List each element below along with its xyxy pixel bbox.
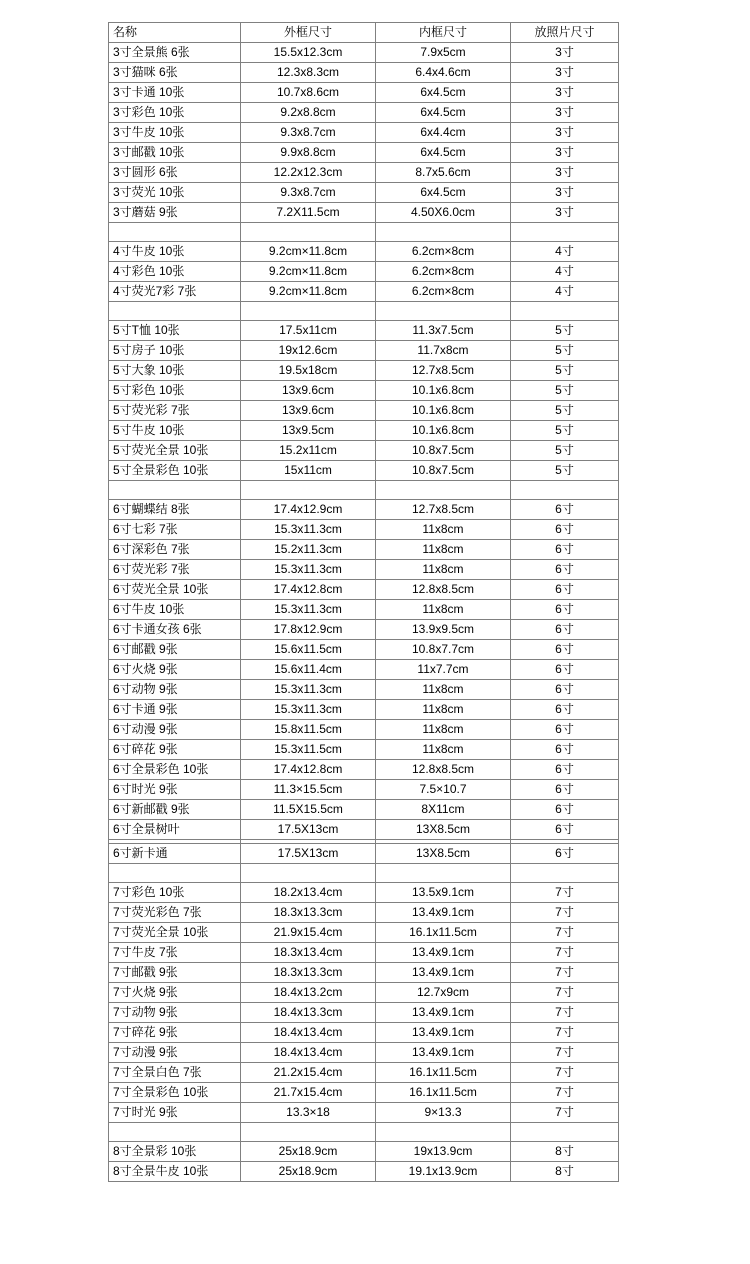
cell-product-name: 6寸七彩 7张	[109, 520, 241, 540]
cell-product-name: 6寸荧光彩 7张	[109, 560, 241, 580]
cell-photo-size: 5寸	[511, 321, 619, 341]
cell-inner-size: 12.7x8.5cm	[376, 500, 511, 520]
cell-photo-size: 5寸	[511, 401, 619, 421]
table-row	[109, 820, 619, 840]
cell-outer-size: 13x9.6cm	[241, 401, 376, 421]
cell-product-name: 7寸彩色 10张	[109, 883, 241, 903]
cell-photo-size: 7寸	[511, 963, 619, 983]
cell-product-name: 7寸动漫 9张	[109, 1043, 241, 1063]
table-row	[109, 983, 619, 1003]
cell-inner-size: 10.8x7.7cm	[376, 640, 511, 660]
cell-outer-size: 17.5X13cm	[241, 820, 376, 840]
table-row	[109, 600, 619, 620]
cell-product-name: 6寸动漫 9张	[109, 720, 241, 740]
cell-inner-size: 7.5×10.7	[376, 780, 511, 800]
spacer-cell	[511, 223, 619, 242]
cell-inner-size: 12.7x8.5cm	[376, 361, 511, 381]
cell-product-name: 5寸荧光全景 10张	[109, 441, 241, 461]
table-body	[109, 43, 619, 1182]
cell-inner-size: 11x8cm	[376, 600, 511, 620]
table-row	[109, 500, 619, 520]
cell-outer-size: 21.7x15.4cm	[241, 1083, 376, 1103]
cell-inner-size: 7.9x5cm	[376, 43, 511, 63]
cell-inner-size: 6x4.4cm	[376, 123, 511, 143]
cell-photo-size: 6寸	[511, 760, 619, 780]
table-row	[109, 183, 619, 203]
cell-product-name: 3寸蘑菇 9张	[109, 203, 241, 223]
cell-photo-size: 8寸	[511, 1142, 619, 1162]
cell-inner-size: 19.1x13.9cm	[376, 1162, 511, 1182]
cell-outer-size: 9.3x8.7cm	[241, 123, 376, 143]
table-row	[109, 620, 619, 640]
cell-inner-size: 11x8cm	[376, 720, 511, 740]
cell-outer-size: 18.3x13.3cm	[241, 963, 376, 983]
header-outer-size: 外框尺寸	[241, 23, 376, 43]
spacer-cell	[376, 481, 511, 500]
cell-product-name: 3寸荧光 10张	[109, 183, 241, 203]
table-row	[109, 560, 619, 580]
cell-outer-size: 17.5X13cm	[241, 844, 376, 864]
cell-photo-size: 3寸	[511, 123, 619, 143]
cell-outer-size: 15.3x11.3cm	[241, 680, 376, 700]
table-row	[109, 63, 619, 83]
cell-photo-size: 7寸	[511, 903, 619, 923]
table-row	[109, 83, 619, 103]
cell-outer-size: 15x11cm	[241, 461, 376, 481]
cell-outer-size: 15.3x11.3cm	[241, 560, 376, 580]
cell-outer-size: 15.8x11.5cm	[241, 720, 376, 740]
cell-inner-size: 13.4x9.1cm	[376, 943, 511, 963]
spacer-cell	[511, 481, 619, 500]
cell-product-name: 7寸碎花 9张	[109, 1023, 241, 1043]
cell-product-name: 5寸全景彩色 10张	[109, 461, 241, 481]
cell-outer-size: 18.4x13.4cm	[241, 1023, 376, 1043]
table-row	[109, 1023, 619, 1043]
cell-outer-size: 17.5x11cm	[241, 321, 376, 341]
cell-photo-size: 6寸	[511, 500, 619, 520]
cell-outer-size: 9.2cm×11.8cm	[241, 282, 376, 302]
cell-inner-size: 6x4.5cm	[376, 183, 511, 203]
cell-inner-size: 6x4.5cm	[376, 83, 511, 103]
cell-product-name: 7寸全景彩色 10张	[109, 1083, 241, 1103]
table-row	[109, 680, 619, 700]
cell-inner-size: 8.7x5.6cm	[376, 163, 511, 183]
table-row	[109, 540, 619, 560]
cell-photo-size: 3寸	[511, 203, 619, 223]
cell-product-name: 6寸全景彩色 10张	[109, 760, 241, 780]
cell-photo-size: 7寸	[511, 1063, 619, 1083]
cell-inner-size: 10.1x6.8cm	[376, 381, 511, 401]
cell-product-name: 8寸全景彩 10张	[109, 1142, 241, 1162]
cell-outer-size: 15.6x11.5cm	[241, 640, 376, 660]
cell-outer-size: 15.3x11.3cm	[241, 700, 376, 720]
cell-product-name: 8寸全景牛皮 10张	[109, 1162, 241, 1182]
cell-outer-size: 15.3x11.3cm	[241, 600, 376, 620]
cell-inner-size: 11x8cm	[376, 560, 511, 580]
table-row	[109, 203, 619, 223]
cell-photo-size: 3寸	[511, 63, 619, 83]
table-row	[109, 1162, 619, 1182]
table-row	[109, 844, 619, 864]
cell-outer-size: 9.2cm×11.8cm	[241, 242, 376, 262]
table-row	[109, 780, 619, 800]
cell-photo-size: 3寸	[511, 183, 619, 203]
spacer-cell	[511, 302, 619, 321]
cell-inner-size: 11x8cm	[376, 740, 511, 760]
spacer-cell	[109, 223, 241, 242]
cell-photo-size: 5寸	[511, 381, 619, 401]
cell-inner-size: 8X11cm	[376, 800, 511, 820]
cell-product-name: 6寸新卡通	[109, 844, 241, 864]
cell-photo-size: 7寸	[511, 1023, 619, 1043]
cell-photo-size: 6寸	[511, 700, 619, 720]
cell-product-name: 6寸牛皮 10张	[109, 600, 241, 620]
cell-photo-size: 6寸	[511, 600, 619, 620]
cell-photo-size: 5寸	[511, 341, 619, 361]
cell-outer-size: 11.5X15.5cm	[241, 800, 376, 820]
cell-outer-size: 19.5x18cm	[241, 361, 376, 381]
spacer-row	[109, 1123, 619, 1142]
cell-inner-size: 11.3x7.5cm	[376, 321, 511, 341]
cell-outer-size: 11.3×15.5cm	[241, 780, 376, 800]
table-row	[109, 720, 619, 740]
cell-outer-size: 15.6x11.4cm	[241, 660, 376, 680]
cell-inner-size: 13.4x9.1cm	[376, 1043, 511, 1063]
cell-inner-size: 6.2cm×8cm	[376, 282, 511, 302]
cell-photo-size: 3寸	[511, 103, 619, 123]
cell-outer-size: 21.9x15.4cm	[241, 923, 376, 943]
header-product-name: 名称	[109, 23, 241, 43]
cell-product-name: 6寸蝴蝶结 8张	[109, 500, 241, 520]
cell-inner-size: 11x8cm	[376, 540, 511, 560]
cell-photo-size: 6寸	[511, 580, 619, 600]
cell-inner-size: 4.50X6.0cm	[376, 203, 511, 223]
cell-photo-size: 5寸	[511, 441, 619, 461]
table-row	[109, 262, 619, 282]
cell-inner-size: 6x4.5cm	[376, 103, 511, 123]
cell-inner-size: 13X8.5cm	[376, 820, 511, 840]
cell-product-name: 7寸荧光全景 10张	[109, 923, 241, 943]
cell-outer-size: 17.4x12.8cm	[241, 760, 376, 780]
cell-product-name: 6寸卡通 9张	[109, 700, 241, 720]
cell-outer-size: 9.2x8.8cm	[241, 103, 376, 123]
table-row	[109, 943, 619, 963]
cell-product-name: 6寸火烧 9张	[109, 660, 241, 680]
table-row	[109, 143, 619, 163]
spacer-cell	[109, 481, 241, 500]
cell-photo-size: 4寸	[511, 282, 619, 302]
cell-product-name: 3寸牛皮 10张	[109, 123, 241, 143]
table-row	[109, 1103, 619, 1123]
cell-photo-size: 8寸	[511, 1162, 619, 1182]
table-row	[109, 43, 619, 63]
size-table	[108, 22, 619, 1182]
cell-photo-size: 7寸	[511, 923, 619, 943]
cell-photo-size: 6寸	[511, 680, 619, 700]
spacer-cell	[511, 1123, 619, 1142]
spacer-cell	[241, 223, 376, 242]
cell-product-name: 5寸荧光彩 7张	[109, 401, 241, 421]
table-row	[109, 1003, 619, 1023]
cell-inner-size: 6.2cm×8cm	[376, 262, 511, 282]
cell-product-name: 6寸邮戳 9张	[109, 640, 241, 660]
cell-outer-size: 9.9x8.8cm	[241, 143, 376, 163]
cell-product-name: 3寸圆形 6张	[109, 163, 241, 183]
cell-product-name: 7寸牛皮 7张	[109, 943, 241, 963]
table-row	[109, 640, 619, 660]
cell-inner-size: 12.7x9cm	[376, 983, 511, 1003]
cell-inner-size: 6.4x4.6cm	[376, 63, 511, 83]
cell-product-name: 6寸新邮戳 9张	[109, 800, 241, 820]
cell-photo-size: 3寸	[511, 163, 619, 183]
cell-product-name: 4寸彩色 10张	[109, 262, 241, 282]
spacer-cell	[511, 864, 619, 883]
cell-product-name: 3寸全景熊 6张	[109, 43, 241, 63]
cell-outer-size: 9.3x8.7cm	[241, 183, 376, 203]
cell-inner-size: 12.8x8.5cm	[376, 580, 511, 600]
cell-photo-size: 6寸	[511, 660, 619, 680]
cell-inner-size: 16.1x11.5cm	[376, 1063, 511, 1083]
cell-inner-size: 11.7x8cm	[376, 341, 511, 361]
table-row	[109, 421, 619, 441]
cell-outer-size: 12.2x12.3cm	[241, 163, 376, 183]
table-row	[109, 242, 619, 262]
cell-outer-size: 18.4x13.3cm	[241, 1003, 376, 1023]
spacer-cell	[241, 481, 376, 500]
table-row	[109, 800, 619, 820]
cell-outer-size: 21.2x15.4cm	[241, 1063, 376, 1083]
header-row	[109, 23, 619, 43]
table-row	[109, 700, 619, 720]
cell-photo-size: 7寸	[511, 1083, 619, 1103]
cell-photo-size: 6寸	[511, 820, 619, 840]
spacer-cell	[241, 1123, 376, 1142]
cell-inner-size: 6.2cm×8cm	[376, 242, 511, 262]
cell-photo-size: 3寸	[511, 43, 619, 63]
cell-outer-size: 25x18.9cm	[241, 1142, 376, 1162]
cell-photo-size: 7寸	[511, 983, 619, 1003]
spacer-row	[109, 481, 619, 500]
spacer-cell	[241, 864, 376, 883]
cell-outer-size: 18.4x13.4cm	[241, 1043, 376, 1063]
cell-inner-size: 13.4x9.1cm	[376, 963, 511, 983]
cell-inner-size: 16.1x11.5cm	[376, 1083, 511, 1103]
cell-photo-size: 3寸	[511, 83, 619, 103]
cell-inner-size: 11x8cm	[376, 520, 511, 540]
cell-product-name: 3寸彩色 10张	[109, 103, 241, 123]
spacer-cell	[241, 302, 376, 321]
cell-product-name: 7寸全景白色 7张	[109, 1063, 241, 1083]
cell-product-name: 6寸全景树叶	[109, 820, 241, 840]
cell-photo-size: 6寸	[511, 780, 619, 800]
cell-outer-size: 7.2X11.5cm	[241, 203, 376, 223]
table-row	[109, 1083, 619, 1103]
table-row	[109, 341, 619, 361]
cell-outer-size: 12.3x8.3cm	[241, 63, 376, 83]
cell-product-name: 4寸荧光7彩 7张	[109, 282, 241, 302]
table-row	[109, 1043, 619, 1063]
cell-photo-size: 7寸	[511, 1103, 619, 1123]
cell-outer-size: 10.7x8.6cm	[241, 83, 376, 103]
cell-product-name: 5寸彩色 10张	[109, 381, 241, 401]
cell-photo-size: 6寸	[511, 740, 619, 760]
cell-product-name: 7寸动物 9张	[109, 1003, 241, 1023]
cell-outer-size: 13.3×18	[241, 1103, 376, 1123]
cell-photo-size: 6寸	[511, 640, 619, 660]
cell-product-name: 3寸猫咪 6张	[109, 63, 241, 83]
product-size-table	[108, 22, 619, 1182]
table-row	[109, 381, 619, 401]
cell-product-name: 5寸房子 10张	[109, 341, 241, 361]
cell-photo-size: 6寸	[511, 800, 619, 820]
cell-outer-size: 13x9.6cm	[241, 381, 376, 401]
cell-outer-size: 17.8x12.9cm	[241, 620, 376, 640]
cell-outer-size: 9.2cm×11.8cm	[241, 262, 376, 282]
spacer-cell	[376, 864, 511, 883]
spacer-cell	[376, 1123, 511, 1142]
cell-outer-size: 15.2x11.3cm	[241, 540, 376, 560]
cell-inner-size: 6x4.5cm	[376, 143, 511, 163]
spacer-cell	[109, 864, 241, 883]
cell-photo-size: 7寸	[511, 1043, 619, 1063]
spacer-row	[109, 864, 619, 883]
cell-product-name: 6寸卡通女孩 6张	[109, 620, 241, 640]
table-row	[109, 903, 619, 923]
cell-inner-size: 10.1x6.8cm	[376, 421, 511, 441]
cell-inner-size: 10.8x7.5cm	[376, 461, 511, 481]
spacer-row	[109, 302, 619, 321]
cell-product-name: 4寸牛皮 10张	[109, 242, 241, 262]
cell-product-name: 7寸时光 9张	[109, 1103, 241, 1123]
cell-photo-size: 6寸	[511, 844, 619, 864]
table-row	[109, 520, 619, 540]
cell-outer-size: 15.3x11.5cm	[241, 740, 376, 760]
table-row	[109, 580, 619, 600]
spacer-row	[109, 223, 619, 242]
table-row	[109, 163, 619, 183]
cell-product-name: 6寸碎花 9张	[109, 740, 241, 760]
cell-outer-size: 25x18.9cm	[241, 1162, 376, 1182]
spacer-cell	[109, 302, 241, 321]
table-row	[109, 321, 619, 341]
cell-inner-size: 11x8cm	[376, 680, 511, 700]
cell-product-name: 7寸荧光彩色 7张	[109, 903, 241, 923]
cell-product-name: 6寸动物 9张	[109, 680, 241, 700]
cell-outer-size: 13x9.5cm	[241, 421, 376, 441]
table-row	[109, 740, 619, 760]
cell-product-name: 6寸荧光全景 10张	[109, 580, 241, 600]
header-photo-size: 放照片尺寸	[511, 23, 619, 43]
header-inner-size: 内框尺寸	[376, 23, 511, 43]
cell-photo-size: 6寸	[511, 720, 619, 740]
cell-inner-size: 11x7.7cm	[376, 660, 511, 680]
cell-photo-size: 7寸	[511, 1003, 619, 1023]
cell-photo-size: 6寸	[511, 560, 619, 580]
table-row	[109, 660, 619, 680]
cell-photo-size: 5寸	[511, 361, 619, 381]
table-row	[109, 923, 619, 943]
cell-inner-size: 10.8x7.5cm	[376, 441, 511, 461]
table-row	[109, 103, 619, 123]
table-row	[109, 1063, 619, 1083]
cell-outer-size: 15.3x11.3cm	[241, 520, 376, 540]
cell-outer-size: 18.2x13.4cm	[241, 883, 376, 903]
cell-product-name: 7寸邮戳 9张	[109, 963, 241, 983]
cell-inner-size: 16.1x11.5cm	[376, 923, 511, 943]
table-row	[109, 123, 619, 143]
table-row	[109, 361, 619, 381]
cell-outer-size: 18.4x13.2cm	[241, 983, 376, 1003]
cell-photo-size: 6寸	[511, 620, 619, 640]
cell-outer-size: 17.4x12.9cm	[241, 500, 376, 520]
cell-inner-size: 13X8.5cm	[376, 844, 511, 864]
cell-inner-size: 13.4x9.1cm	[376, 1003, 511, 1023]
table-row	[109, 963, 619, 983]
cell-photo-size: 4寸	[511, 262, 619, 282]
table-row	[109, 461, 619, 481]
cell-product-name: 5寸大象 10张	[109, 361, 241, 381]
spacer-cell	[376, 223, 511, 242]
cell-outer-size: 19x12.6cm	[241, 341, 376, 361]
cell-photo-size: 7寸	[511, 943, 619, 963]
cell-inner-size: 11x8cm	[376, 700, 511, 720]
cell-product-name: 5寸牛皮 10张	[109, 421, 241, 441]
cell-photo-size: 6寸	[511, 540, 619, 560]
cell-inner-size: 13.5x9.1cm	[376, 883, 511, 903]
spacer-cell	[109, 1123, 241, 1142]
cell-inner-size: 9×13.3	[376, 1103, 511, 1123]
cell-outer-size: 18.3x13.3cm	[241, 903, 376, 923]
cell-product-name: 5寸T恤 10张	[109, 321, 241, 341]
cell-outer-size: 17.4x12.8cm	[241, 580, 376, 600]
cell-inner-size: 10.1x6.8cm	[376, 401, 511, 421]
table-row	[109, 760, 619, 780]
table-row	[109, 401, 619, 421]
spacer-cell	[376, 302, 511, 321]
cell-outer-size: 15.5x12.3cm	[241, 43, 376, 63]
table-row	[109, 1142, 619, 1162]
table-row	[109, 441, 619, 461]
cell-photo-size: 6寸	[511, 520, 619, 540]
cell-product-name: 6寸深彩色 7张	[109, 540, 241, 560]
cell-photo-size: 5寸	[511, 421, 619, 441]
cell-outer-size: 18.3x13.4cm	[241, 943, 376, 963]
cell-inner-size: 13.4x9.1cm	[376, 903, 511, 923]
cell-product-name: 7寸火烧 9张	[109, 983, 241, 1003]
cell-product-name: 3寸卡通 10张	[109, 83, 241, 103]
cell-inner-size: 12.8x8.5cm	[376, 760, 511, 780]
cell-product-name: 3寸邮戳 10张	[109, 143, 241, 163]
cell-inner-size: 19x13.9cm	[376, 1142, 511, 1162]
cell-inner-size: 13.4x9.1cm	[376, 1023, 511, 1043]
cell-product-name: 6寸时光 9张	[109, 780, 241, 800]
cell-photo-size: 3寸	[511, 143, 619, 163]
cell-outer-size: 15.2x11cm	[241, 441, 376, 461]
table-row	[109, 883, 619, 903]
table-row	[109, 282, 619, 302]
cell-photo-size: 4寸	[511, 242, 619, 262]
cell-inner-size: 13.9x9.5cm	[376, 620, 511, 640]
cell-photo-size: 5寸	[511, 461, 619, 481]
cell-photo-size: 7寸	[511, 883, 619, 903]
